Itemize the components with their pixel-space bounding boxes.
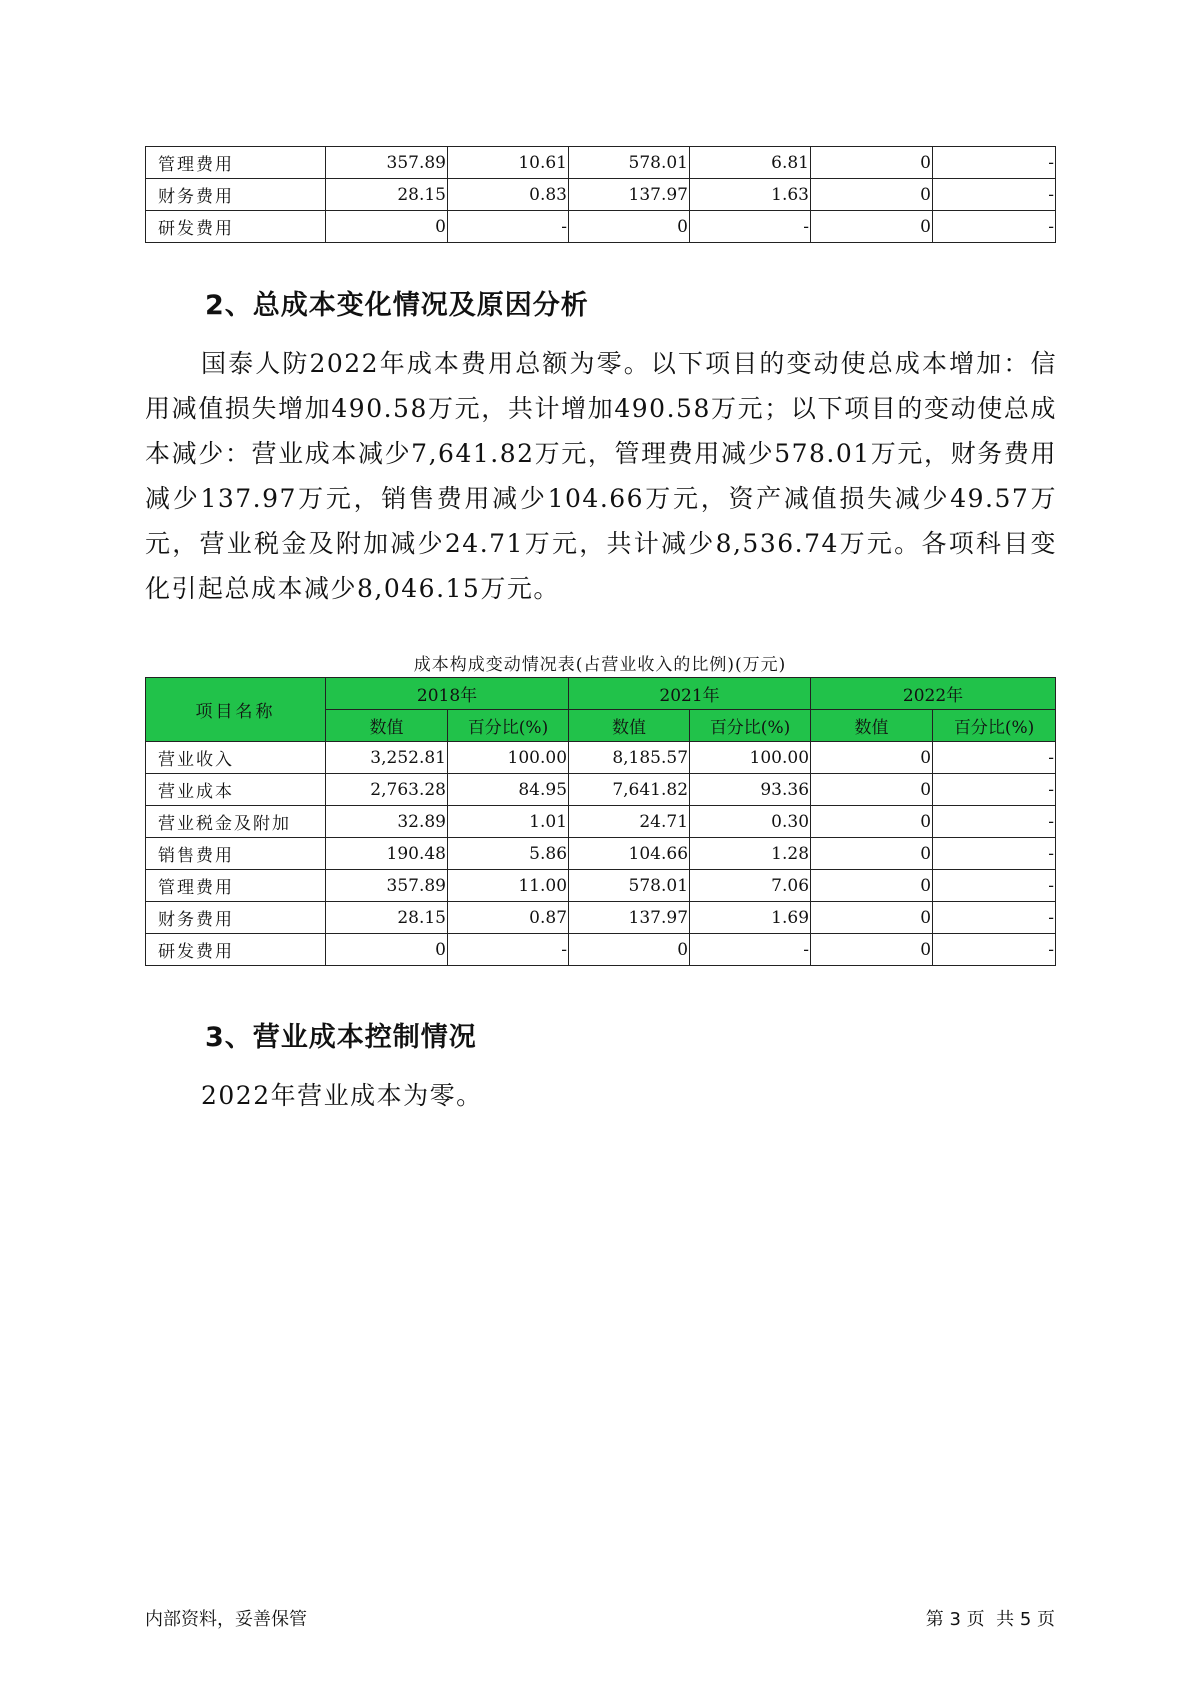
cell-v2022: 0 xyxy=(811,806,933,838)
cost-structure-table xyxy=(145,677,1056,966)
cell-p2018: 100.00 xyxy=(448,742,569,774)
row-label: 营业收入 xyxy=(146,742,326,774)
top-table-body xyxy=(146,147,1056,243)
cell-v2022: 0 xyxy=(811,902,933,934)
cell-p2021: - xyxy=(690,211,811,243)
cell-v2022: 0 xyxy=(811,742,933,774)
cell-p2022: - xyxy=(933,934,1056,966)
header-value-2021: 数值 xyxy=(569,710,690,742)
cell-v2018: 32.89 xyxy=(326,806,448,838)
section-2-paragraph: 国泰人防2022年成本费用总额为零。以下项目的变动使总成本增加：信用减值损失增加490.58万元，共计增加490.58万元；以下项目的变动使总成本减少：营业成本减少7,641.82万元，管理费用减少578.01万元，财务费用减少137.97万元，销售费用减少104.66万元，资产减值损失减少49.57万元，营业税金及附加减少24.71万元，共计减少8,536.74万元。各项科目变化引起总成本减少8,046.15万元。 xyxy=(145,349,1057,603)
row-label: 研发费用 xyxy=(146,211,326,243)
header-year-2022: 2022年 xyxy=(811,678,1056,710)
cell-v2018: 0 xyxy=(326,211,448,243)
cell-v2018: 28.15 xyxy=(326,179,448,211)
footer-note: 内部资料，妥善保管 xyxy=(145,1609,307,1630)
row-label: 管理费用 xyxy=(146,147,326,179)
cell-v2021: 8,185.57 xyxy=(569,742,690,774)
table-row xyxy=(146,806,1056,838)
cell-p2022: - xyxy=(933,147,1056,179)
cell-p2018: 1.01 xyxy=(448,806,569,838)
cell-v2018: 357.89 xyxy=(326,147,448,179)
cell-v2018: 190.48 xyxy=(326,838,448,870)
top-cost-table xyxy=(145,146,1056,243)
section-3-heading: 3、营业成本控制情况 xyxy=(205,1022,477,1053)
page-number: 第 3 页 共 5 页 xyxy=(925,1609,1055,1630)
header-percent-2022: 百分比(%) xyxy=(933,710,1056,742)
cell-v2021: 578.01 xyxy=(569,870,690,902)
cell-p2021: 100.00 xyxy=(690,742,811,774)
cell-v2018: 357.89 xyxy=(326,870,448,902)
cell-v2021: 104.66 xyxy=(569,838,690,870)
cell-p2022: - xyxy=(933,774,1056,806)
cell-v2018: 0 xyxy=(326,934,448,966)
cell-v2022: 0 xyxy=(811,934,933,966)
cell-p2022: - xyxy=(933,838,1056,870)
cell-p2021: 0.30 xyxy=(690,806,811,838)
cell-p2018: 5.86 xyxy=(448,838,569,870)
cell-v2018: 28.15 xyxy=(326,902,448,934)
row-label: 营业税金及附加 xyxy=(146,806,326,838)
table-row xyxy=(146,742,1056,774)
row-label: 研发费用 xyxy=(146,934,326,966)
table-row xyxy=(146,934,1056,966)
row-label: 财务费用 xyxy=(146,179,326,211)
cell-p2018: 11.00 xyxy=(448,870,569,902)
table-row xyxy=(146,838,1056,870)
cell-p2022: - xyxy=(933,806,1056,838)
header-percent-2021: 百分比(%) xyxy=(690,710,811,742)
cell-p2018: 10.61 xyxy=(448,147,569,179)
table-row xyxy=(146,147,1056,179)
cell-v2021: 0 xyxy=(569,934,690,966)
row-label: 销售费用 xyxy=(146,838,326,870)
cell-p2021: 1.63 xyxy=(690,179,811,211)
cell-p2022: - xyxy=(933,902,1056,934)
table-row xyxy=(146,870,1056,902)
table-row xyxy=(146,774,1056,806)
header-percent-2018: 百分比(%) xyxy=(448,710,569,742)
cell-v2021: 24.71 xyxy=(569,806,690,838)
cell-v2018: 2,763.28 xyxy=(326,774,448,806)
table-header xyxy=(146,678,1056,742)
header-value-2018: 数值 xyxy=(326,710,448,742)
cell-v2021: 137.97 xyxy=(569,902,690,934)
cell-p2021: 1.69 xyxy=(690,902,811,934)
cell-p2018: 84.95 xyxy=(448,774,569,806)
row-label: 管理费用 xyxy=(146,870,326,902)
cell-p2021: 6.81 xyxy=(690,147,811,179)
table-row xyxy=(146,179,1056,211)
table-caption: 成本构成变动情况表(占营业收入的比例)(万元) xyxy=(413,655,787,675)
header-value-2022: 数值 xyxy=(811,710,933,742)
cell-p2018: 0.87 xyxy=(448,902,569,934)
cell-p2018: 0.83 xyxy=(448,179,569,211)
cell-p2021: 7.06 xyxy=(690,870,811,902)
cell-v2022: 0 xyxy=(811,774,933,806)
table-body xyxy=(146,742,1056,966)
cell-v2021: 578.01 xyxy=(569,147,690,179)
header-item-name: 项目名称 xyxy=(146,678,326,742)
cell-v2022: 0 xyxy=(811,147,933,179)
header-year-2018: 2018年 xyxy=(326,678,569,710)
cell-v2022: 0 xyxy=(811,179,933,211)
cell-v2022: 0 xyxy=(811,870,933,902)
cell-p2022: - xyxy=(933,870,1056,902)
header-year-2021: 2021年 xyxy=(569,678,811,710)
section-2-heading: 2、总成本变化情况及原因分析 xyxy=(205,290,589,321)
cell-p2018: - xyxy=(448,211,569,243)
cell-p2021: - xyxy=(690,934,811,966)
cell-v2018: 3,252.81 xyxy=(326,742,448,774)
row-label: 财务费用 xyxy=(146,902,326,934)
table-row xyxy=(146,211,1056,243)
cell-v2021: 0 xyxy=(569,211,690,243)
cell-v2021: 7,641.82 xyxy=(569,774,690,806)
section-3-paragraph: 2022年营业成本为零。 xyxy=(201,1081,483,1110)
cell-p2022: - xyxy=(933,179,1056,211)
cell-p2018: - xyxy=(448,934,569,966)
table-row xyxy=(146,902,1056,934)
cell-v2022: 0 xyxy=(811,838,933,870)
cell-p2022: - xyxy=(933,742,1056,774)
cell-v2021: 137.97 xyxy=(569,179,690,211)
cell-p2021: 1.28 xyxy=(690,838,811,870)
row-label: 营业成本 xyxy=(146,774,326,806)
cell-v2022: 0 xyxy=(811,211,933,243)
cell-p2022: - xyxy=(933,211,1056,243)
cell-p2021: 93.36 xyxy=(690,774,811,806)
